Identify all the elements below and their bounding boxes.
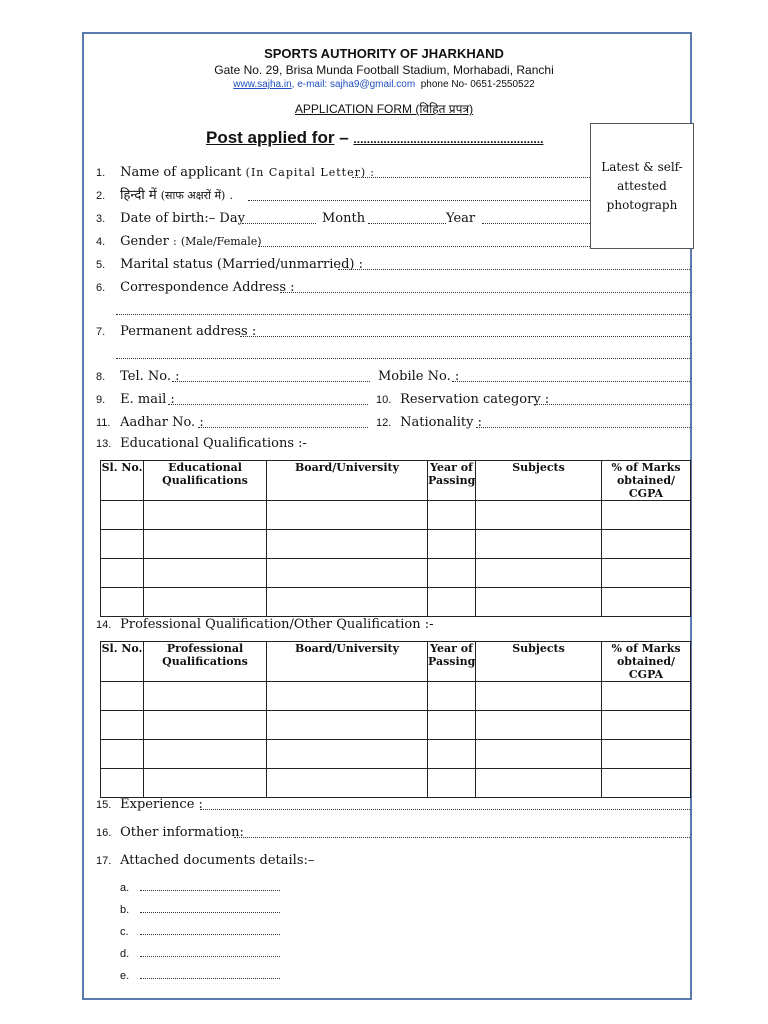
organization-address: Gate No. 29, Brisa Munda Football Stadium, Morhabadi, Ranchi — [214, 63, 554, 77]
table-cell[interactable] — [428, 501, 476, 530]
table-cell[interactable] — [602, 501, 691, 530]
field-name-row — [96, 164, 374, 182]
column-header: Board/University — [267, 461, 428, 501]
other-info-input[interactable] — [234, 837, 690, 838]
table-row — [101, 588, 691, 617]
table-cell[interactable] — [144, 559, 267, 588]
table-cell[interactable] — [428, 530, 476, 559]
field-hint: (साफ अक्षरों में) — [160, 189, 226, 202]
table-cell[interactable] — [101, 559, 144, 588]
field-number: 17. — [96, 855, 112, 867]
field-label: Marital status (Married/unmarried) — [120, 257, 355, 272]
field-label: Professional Qualification/Other Qualification :- — [120, 617, 434, 632]
mobile-input[interactable] — [452, 381, 690, 382]
table-cell[interactable] — [476, 559, 602, 588]
field-number: 5. — [96, 259, 106, 271]
field-hint: (In Capital Letter) — [245, 166, 367, 179]
field-label: Aadhar No. — [120, 415, 196, 430]
table-cell[interactable] — [476, 530, 602, 559]
field-correspondence-row — [96, 279, 295, 297]
field-number: 6. — [96, 282, 106, 294]
dob-day-input[interactable] — [242, 223, 316, 224]
post-dash: – — [339, 128, 349, 147]
table-cell[interactable] — [144, 711, 267, 740]
table-cell[interactable] — [267, 769, 428, 798]
photo-label-1: Latest & self- — [601, 160, 683, 174]
document-item — [120, 970, 280, 982]
table-header-row — [101, 461, 691, 501]
field-label: Educational Qualifications :- — [120, 436, 307, 451]
field-colon: : — [290, 280, 295, 295]
field-hint: (Male/Female) — [180, 235, 262, 248]
table-cell[interactable] — [101, 740, 144, 769]
table-cell[interactable] — [267, 682, 428, 711]
phone-text: phone No- 0651-2550522 — [420, 79, 535, 90]
correspondence-address-line-2[interactable] — [116, 314, 690, 315]
table-cell[interactable] — [267, 559, 428, 588]
dob-year-input[interactable] — [482, 223, 590, 224]
nationality-row — [376, 414, 482, 432]
table-cell[interactable] — [476, 588, 602, 617]
permanent-address-input[interactable] — [240, 336, 690, 337]
dob-year-label: Year — [446, 211, 476, 226]
table-cell[interactable] — [428, 769, 476, 798]
field-marital-row — [96, 256, 363, 274]
field-number: 15. — [96, 799, 112, 811]
field-colon: : — [370, 166, 374, 179]
column-header: Year of Passing — [428, 642, 476, 682]
field-number: 14. — [96, 619, 112, 631]
table-cell[interactable] — [428, 559, 476, 588]
hindi-name-input[interactable] — [248, 200, 590, 201]
table-row — [101, 682, 691, 711]
column-header: Sl. No. — [101, 642, 144, 682]
field-experience-row — [96, 796, 203, 814]
table-cell[interactable] — [144, 501, 267, 530]
tel-input[interactable] — [172, 381, 370, 382]
table-row — [101, 559, 691, 588]
table-cell[interactable] — [602, 711, 691, 740]
post-applied-row — [206, 128, 543, 148]
document-letter: e. — [120, 970, 130, 982]
field-number: 4. — [96, 236, 106, 248]
field-number: 2. — [96, 190, 106, 202]
table-cell[interactable] — [476, 501, 602, 530]
permanent-address-line-2[interactable] — [116, 358, 690, 359]
table-cell[interactable] — [101, 711, 144, 740]
field-label: Experience — [120, 797, 195, 812]
dob-month-input[interactable] — [368, 223, 446, 224]
experience-input[interactable] — [200, 809, 690, 810]
table-cell[interactable] — [602, 740, 691, 769]
table-row — [101, 501, 691, 530]
field-label: E. mail : — [120, 392, 175, 407]
educational-qualifications-table — [100, 460, 691, 617]
professional-qualifications-table — [100, 641, 691, 798]
document-input[interactable] — [140, 882, 280, 891]
table-cell[interactable] — [144, 769, 267, 798]
table-row — [101, 711, 691, 740]
field-label: Correspondence Address — [120, 280, 287, 295]
table-row — [101, 530, 691, 559]
field-edu-heading — [96, 435, 307, 453]
document-letter: d. — [120, 948, 130, 960]
field-number: 12. — [376, 417, 392, 429]
document-letter: b. — [120, 904, 130, 916]
photo-label-3: photograph — [606, 198, 678, 212]
table-cell[interactable] — [101, 682, 144, 711]
document-input[interactable] — [140, 948, 280, 957]
column-header: % of Marks obtained/ CGPA — [602, 461, 691, 501]
field-colon: : — [199, 415, 204, 430]
table-cell[interactable] — [602, 682, 691, 711]
field-permanent-row — [96, 323, 256, 341]
column-header: Sl. No. — [101, 461, 144, 501]
field-label: हिन्दी में — [120, 188, 157, 203]
reservation-input[interactable] — [534, 404, 690, 405]
field-prof-heading — [96, 616, 434, 634]
correspondence-address-input[interactable] — [280, 292, 690, 293]
document-item — [120, 882, 280, 894]
reservation-row — [376, 391, 549, 409]
table-row — [101, 740, 691, 769]
field-documents-heading — [96, 852, 314, 870]
field-label: Gender — [120, 234, 169, 249]
column-header: % of Marks obtained/ CGPA — [602, 642, 691, 682]
post-label: Post applied for — [206, 128, 335, 147]
nationality-input[interactable] — [476, 427, 690, 428]
column-header: Professional Qualifications — [144, 642, 267, 682]
post-input[interactable]: ......................................................... — [353, 132, 544, 146]
field-label: Attached documents details:– — [120, 853, 315, 868]
dob-month-label: Month — [322, 211, 366, 226]
field-number: 16. — [96, 827, 112, 839]
field-colon: : — [172, 235, 177, 248]
field-number: 9. — [96, 394, 106, 406]
photo-label-2: attested — [617, 179, 667, 193]
website-link[interactable]: www.sajha.in — [233, 79, 292, 90]
photo-box[interactable] — [590, 123, 694, 249]
aadhar-input[interactable] — [198, 427, 368, 428]
table-cell[interactable] — [144, 740, 267, 769]
field-label: Name of applicant — [120, 165, 242, 180]
field-label: Tel. No. : — [120, 369, 180, 384]
column-header: Year of Passing — [428, 461, 476, 501]
table-cell[interactable] — [101, 501, 144, 530]
nationality-label: Nationality : — [400, 415, 482, 430]
table-cell[interactable] — [267, 588, 428, 617]
field-other-info-row — [96, 824, 244, 842]
column-header: Subjects — [476, 461, 602, 501]
table-cell[interactable] — [144, 682, 267, 711]
table-cell[interactable] — [101, 588, 144, 617]
field-number: 3. — [96, 213, 106, 225]
table-cell[interactable] — [602, 769, 691, 798]
dob-day-label: Date of birth:– Day — [120, 211, 245, 226]
mobile-label: Mobile No. — [378, 369, 451, 384]
mobile-label-row — [378, 368, 459, 386]
field-tel-row — [96, 368, 180, 386]
table-row — [101, 769, 691, 798]
field-number: 7. — [96, 326, 106, 338]
table-cell[interactable] — [476, 711, 602, 740]
table-cell[interactable] — [476, 769, 602, 798]
table-cell[interactable] — [428, 711, 476, 740]
table-cell[interactable] — [602, 559, 691, 588]
field-number: 8. — [96, 371, 106, 383]
table-cell[interactable] — [602, 530, 691, 559]
field-hindi-name-row — [96, 187, 233, 205]
marital-status-input[interactable] — [338, 269, 690, 270]
field-number: 1. — [96, 167, 106, 179]
name-input[interactable] — [352, 177, 590, 178]
field-colon: . — [229, 189, 233, 202]
field-number: 10. — [376, 394, 392, 406]
field-label: Permanent address : — [120, 324, 257, 339]
document-item — [120, 926, 280, 938]
table-cell[interactable] — [267, 740, 428, 769]
reservation-label: Reservation category : — [400, 392, 550, 407]
field-number: 11. — [96, 417, 111, 429]
column-header: Board/University — [267, 642, 428, 682]
column-header: Educational Qualifications — [144, 461, 267, 501]
field-number: 13. — [96, 438, 112, 450]
table-cell[interactable] — [101, 769, 144, 798]
table-cell[interactable] — [428, 588, 476, 617]
field-dob-row — [96, 210, 245, 228]
table-cell[interactable] — [267, 501, 428, 530]
table-cell[interactable] — [476, 740, 602, 769]
field-gender-row — [96, 233, 262, 251]
field-aadhar-row — [96, 414, 204, 432]
document-item — [120, 904, 280, 916]
organization-name: SPORTS AUTHORITY OF JHARKHAND — [264, 46, 504, 61]
email-text[interactable]: , e-mail: sajha9@gmail.com — [291, 79, 416, 90]
document-letter: a. — [120, 882, 130, 894]
document-input[interactable] — [140, 904, 280, 913]
table-cell[interactable] — [428, 740, 476, 769]
table-cell[interactable] — [428, 682, 476, 711]
table-cell[interactable] — [602, 588, 691, 617]
form-title: APPLICATION FORM (विहित प्रपत्र) — [294, 102, 474, 116]
field-colon: : — [358, 257, 364, 272]
table-header-row — [101, 642, 691, 682]
contact-line — [0, 79, 768, 90]
table-cell[interactable] — [476, 682, 602, 711]
table-cell[interactable] — [267, 530, 428, 559]
table-cell[interactable] — [144, 588, 267, 617]
document-input[interactable] — [140, 926, 280, 935]
gender-input[interactable] — [258, 246, 590, 247]
email-input[interactable] — [168, 404, 368, 405]
document-item — [120, 948, 280, 960]
field-colon: : — [198, 797, 203, 812]
document-input[interactable] — [140, 970, 280, 979]
column-header: Subjects — [476, 642, 602, 682]
field-colon: : — [454, 369, 460, 384]
table-cell[interactable] — [101, 530, 144, 559]
table-cell[interactable] — [144, 530, 267, 559]
field-email-row — [96, 391, 175, 409]
table-cell[interactable] — [267, 711, 428, 740]
field-label: Other information: — [120, 825, 244, 840]
document-letter: c. — [120, 926, 129, 938]
